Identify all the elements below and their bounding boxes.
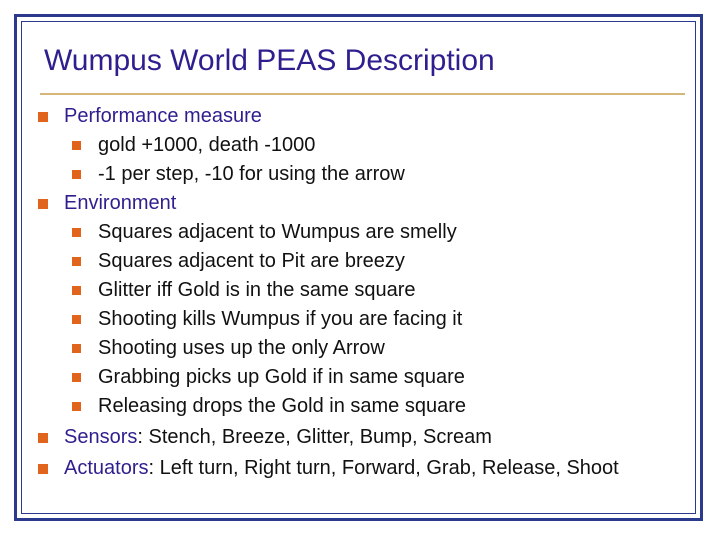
sub-bullet (98, 131, 315, 160)
environment-item: Squares adjacent to Wumpus are smelly (98, 221, 457, 243)
environment-item: Releasing drops the Gold in same square (98, 395, 466, 417)
sub-bullet (98, 276, 416, 305)
square-bullet-icon (72, 228, 81, 237)
actuators-label: Actuators (64, 457, 149, 479)
performance-heading: Performance measure (64, 105, 262, 127)
sensors-label: Sensors (64, 426, 138, 448)
bullet-performance (64, 102, 262, 131)
sub-bullet (98, 160, 405, 189)
environment-item: Shooting uses up the only Arrow (98, 337, 385, 359)
bullet-sensors (64, 423, 492, 452)
sub-bullet (98, 363, 465, 392)
square-bullet-icon (72, 344, 81, 353)
environment-item: Glitter iff Gold is in the same square (98, 279, 416, 301)
environment-heading: Environment (64, 192, 177, 214)
square-bullet-icon (38, 464, 48, 474)
title-divider (40, 93, 685, 95)
square-bullet-icon (38, 112, 48, 122)
sub-bullet (98, 334, 385, 363)
square-bullet-icon (72, 315, 81, 324)
square-bullet-icon (72, 170, 81, 179)
bullet-actuators (64, 454, 619, 483)
sensors-text: : Stench, Breeze, Glitter, Bump, Scream (137, 426, 492, 448)
environment-item: Squares adjacent to Pit are breezy (98, 250, 405, 272)
square-bullet-icon (72, 402, 81, 411)
bullet-environment (64, 189, 176, 218)
sub-bullet (98, 392, 466, 421)
square-bullet-icon (38, 199, 48, 209)
square-bullet-icon (72, 373, 81, 382)
slide-title: Wumpus World PEAS Description (44, 44, 495, 77)
environment-item: Grabbing picks up Gold if in same square (98, 366, 465, 388)
square-bullet-icon (72, 286, 81, 295)
square-bullet-icon (38, 433, 48, 443)
actuators-text: : Left turn, Right turn, Forward, Grab, Release, Shoot (148, 457, 619, 479)
performance-item: -1 per step, -10 for using the arrow (98, 163, 405, 185)
sub-bullet (98, 247, 405, 276)
sub-bullet (98, 305, 462, 334)
square-bullet-icon (72, 257, 81, 266)
environment-item: Shooting kills Wumpus if you are facing it (98, 308, 463, 330)
sub-bullet (98, 218, 457, 247)
square-bullet-icon (72, 141, 81, 150)
performance-item: gold +1000, death -1000 (98, 134, 316, 156)
